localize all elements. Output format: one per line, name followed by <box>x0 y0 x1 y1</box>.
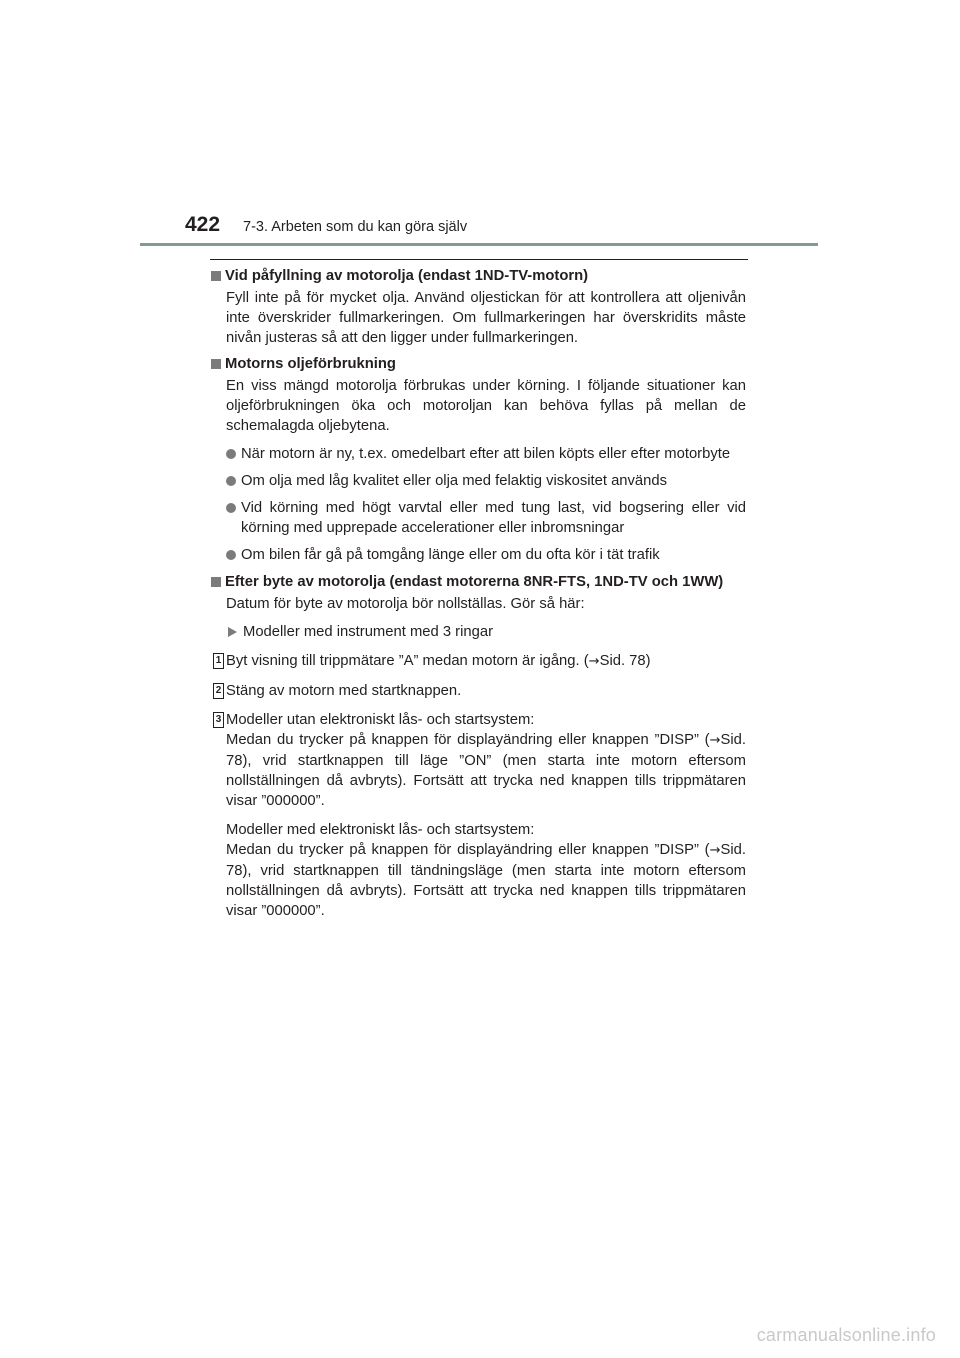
step-1 <box>210 651 746 672</box>
section-rule <box>210 259 748 260</box>
list-item <box>210 545 746 565</box>
watermark: carmanualsonline.info <box>756 1325 936 1345</box>
list-item-text: Om olja med låg kvalitet eller olja med felaktig viskositet används <box>241 473 668 489</box>
list-item-text: När motorn är ny, t.ex. omedelbart efter att bilen köpts eller efter motorbyte <box>241 446 731 462</box>
section-heading-oil-change <box>210 572 746 592</box>
step-number-badge: 3 <box>213 712 224 728</box>
section-heading-text: Motorns oljeförbrukning <box>225 356 396 372</box>
step-subtitle: Modeller utan elektroniskt lås- och startsystem: <box>226 712 535 728</box>
list-item-text: Vid körning med högt varvtal eller med tung last, vid bogsering eller vid körning med upprepade accelerationer eller inbromsningar <box>241 500 746 536</box>
model-variant-label <box>210 622 746 642</box>
list-item <box>210 444 746 464</box>
square-bullet-icon <box>211 271 221 281</box>
step-text: Stäng av motorn med startknappen. <box>226 683 462 699</box>
arrow-right-icon: → <box>709 733 721 748</box>
circle-bullet-icon <box>226 503 236 513</box>
circle-bullet-icon <box>226 550 236 560</box>
list-item <box>210 498 746 538</box>
section-heading-text: Efter byte av motorolja (endast motorerna 8NR-FTS, 1ND-TV och 1WW) <box>225 574 724 590</box>
circle-bullet-icon <box>226 476 236 486</box>
step-text: Medan du trycker på knappen för displayändring eller knappen ”DISP” ( <box>226 842 710 858</box>
step-text: Sid. 78), vrid startknappen till tändningsläge (men starta inte motorn eftersom nollställningen då avbryts). Fortsätt att trycka ned knappen tills trippmätaren visar ”000000”. <box>226 842 746 919</box>
square-bullet-icon <box>211 577 221 587</box>
page-number: 422 <box>185 213 221 236</box>
square-bullet-icon <box>211 359 221 369</box>
model-variant-text: Modeller med instrument med 3 ringar <box>243 624 494 640</box>
step-number-badge: 1 <box>213 653 224 669</box>
chapter-title: 7-3. Arbeten som du kan göra själv <box>243 219 468 235</box>
section-heading-oil-refill <box>210 266 746 286</box>
paragraph: Fyll inte på för mycket olja. Använd oljestickan för att kontrollera att oljenivån inte överskrider fullmarkeringen. Om fullmarkeringen har överskridits måste nivån justeras så att den ligger under fullmarkeringen. <box>226 290 746 346</box>
circle-bullet-icon <box>226 449 236 459</box>
step-text: Medan du trycker på knappen för displayändring eller knappen ”DISP” ( <box>226 732 710 748</box>
section-heading-oil-consumption <box>210 354 746 374</box>
header-rule <box>140 243 818 246</box>
arrow-right-icon: → <box>709 843 721 858</box>
list-item-text: Om bilen får gå på tomgång länge eller om du ofta kör i tät trafik <box>241 547 660 563</box>
step-text: Sid. 78), vrid startknappen till läge ”ON” (men starta inte motorn eftersom nollställningen då avbryts). Fortsätt att trycka ned knappen tills trippmätaren visar ”000000”. <box>226 732 746 809</box>
step-text: Byt visning till trippmätare ”A” medan motorn är igång. ( <box>226 653 589 669</box>
step-3 <box>210 710 746 921</box>
step-paragraph-without-smart-key <box>226 710 746 811</box>
step-2 <box>210 681 746 701</box>
step-subtitle: Modeller med elektroniskt lås- och startsystem: <box>226 822 535 838</box>
paragraph: En viss mängd motorolja förbrukas under körning. I följande situationer kan oljeförbrukningen öka och motoroljan kan behöva fyllas på mellan de schemalagda oljebytena. <box>226 378 746 434</box>
list-item <box>210 471 746 491</box>
page-content <box>210 266 746 930</box>
triangle-bullet-icon <box>228 627 237 637</box>
page-reference-link: Sid. 78) <box>599 653 651 669</box>
step-number-badge: 2 <box>213 683 224 699</box>
paragraph: Datum för byte av motorolja bör nollställas. Gör så här: <box>226 596 585 612</box>
arrow-right-icon: → <box>588 654 600 669</box>
step-paragraph-with-smart-key <box>226 820 746 921</box>
section-heading-text: Vid påfyllning av motorolja (endast 1ND-TV-motorn) <box>225 268 589 284</box>
